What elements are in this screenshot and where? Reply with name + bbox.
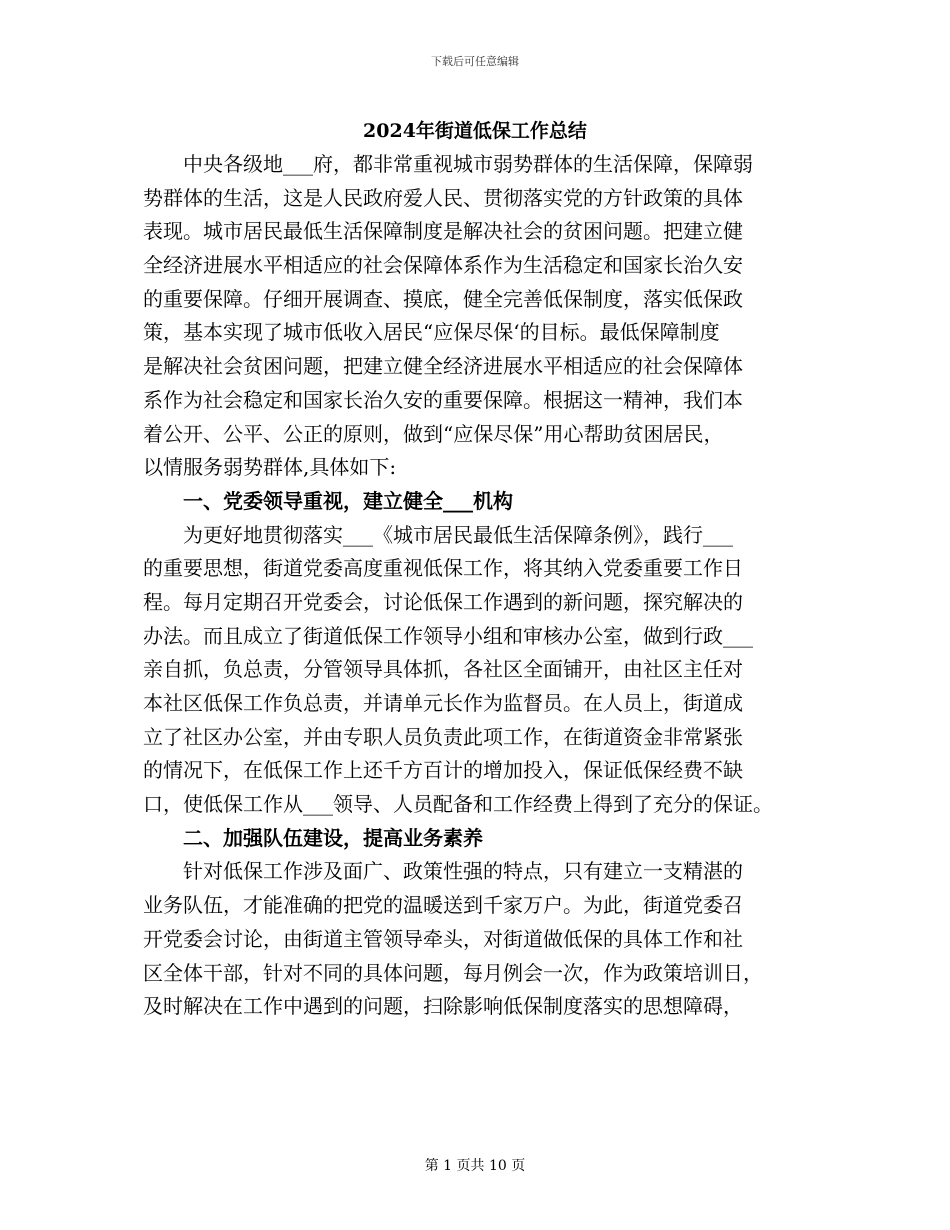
body-text-line: 开党委会讨论，由街道主管领导牵头，对街道做低保的具体工作和社 bbox=[143, 926, 743, 951]
body-text-line: 以情服务弱势群体,具体如下: bbox=[143, 455, 397, 480]
body-text-line: 本社区低保工作负总责，并请单元长作为监督员。在人员上，街道成 bbox=[143, 691, 743, 715]
body-text-line: 是解决社会贫困问题，把建立健全经济进展水平相适应的社会保障体 bbox=[143, 354, 743, 379]
body-text-line: 口，使低保工作从___领导、人员配备和工作经费上得到了充分的保证。 bbox=[143, 792, 773, 817]
body-text-line: 中央各级地___府，都非常重视城市弱势群体的生活保障，保障弱 bbox=[143, 152, 753, 176]
body-text-line: 针对低保工作涉及面广、政策性强的特点，只有建立一支精湛的 bbox=[143, 859, 743, 884]
body-text-line: 业务队伍，才能准确的把党的温暖送到千家万户。为此，街道党委召 bbox=[143, 893, 743, 918]
body-text-line: 亲自抓，负总责，分管领导具体抓，各社区全面铺开，由社区主任对 bbox=[143, 657, 743, 682]
body-text-line: 为更好地贯彻落实___《城市居民最低生活保障条例》，践行___ bbox=[143, 522, 733, 547]
body-text-line: 立了社区办公室，并由专职人员负责此项工作，在街道资金非常紧张 bbox=[143, 724, 743, 749]
body-text-line: 表现。城市居民最低生活保障制度是解决社会的贫困问题。把建立健 bbox=[143, 219, 743, 244]
document-body bbox=[143, 148, 843, 1024]
body-text-line: 势群体的生活，这是人民政府爱人民、贯彻落实党的方针政策的具体 bbox=[143, 185, 743, 210]
body-text-line: 着公开、公平、公正的原则，做到“应保尽保”用心帮助贫困居民， bbox=[143, 421, 724, 446]
page-footer: 第 1 页共 10 页 bbox=[424, 1158, 526, 1174]
body-text-line: 的情况下，在低保工作上还千方百计的增加投入，保证低保经费不缺 bbox=[143, 758, 743, 783]
body-text-line: 程。每月定期召开党委会，讨论低保工作遇到的新问题，探究解决的 bbox=[143, 589, 743, 614]
body-text-line: 的重要保障。仔细开展调查、摸底，健全完善低保制度，落实低保政 bbox=[143, 286, 743, 311]
body-text-line: 办法。而且成立了街道低保工作领导小组和审核办公室，做到行政___ bbox=[143, 623, 753, 648]
body-text-line: 系作为社会稳定和国家长治久安的重要保障。根据这一精神，我们本 bbox=[143, 387, 743, 412]
body-text-line: 全经济进展水平相适应的社会保障体系作为生活稳定和国家长治久安 bbox=[143, 253, 743, 278]
body-text-line: 的重要思想，街道党委高度重视低保工作，将其纳入党委重要工作日 bbox=[143, 556, 743, 581]
section-heading: 一、党委领导重视，建立健全___机构 bbox=[143, 488, 513, 513]
header-note: 下载后可任意编辑 bbox=[431, 55, 519, 68]
body-text-line: 及时解决在工作中遇到的问题，扫除影响低保制度落实的思想障碍， bbox=[143, 994, 743, 1019]
section-heading: 二、加强队伍建设，提高业务素养 bbox=[143, 825, 483, 850]
body-text-line: 策，基本实现了城市低收入居民“应保尽保‘的目标。最低保障制度 bbox=[143, 320, 720, 345]
document-title: 2024年街道低保工作总结 bbox=[363, 120, 587, 142]
body-text-line: 区全体干部，针对不同的具体问题，每月例会一次，作为政策培训日， bbox=[143, 960, 763, 985]
